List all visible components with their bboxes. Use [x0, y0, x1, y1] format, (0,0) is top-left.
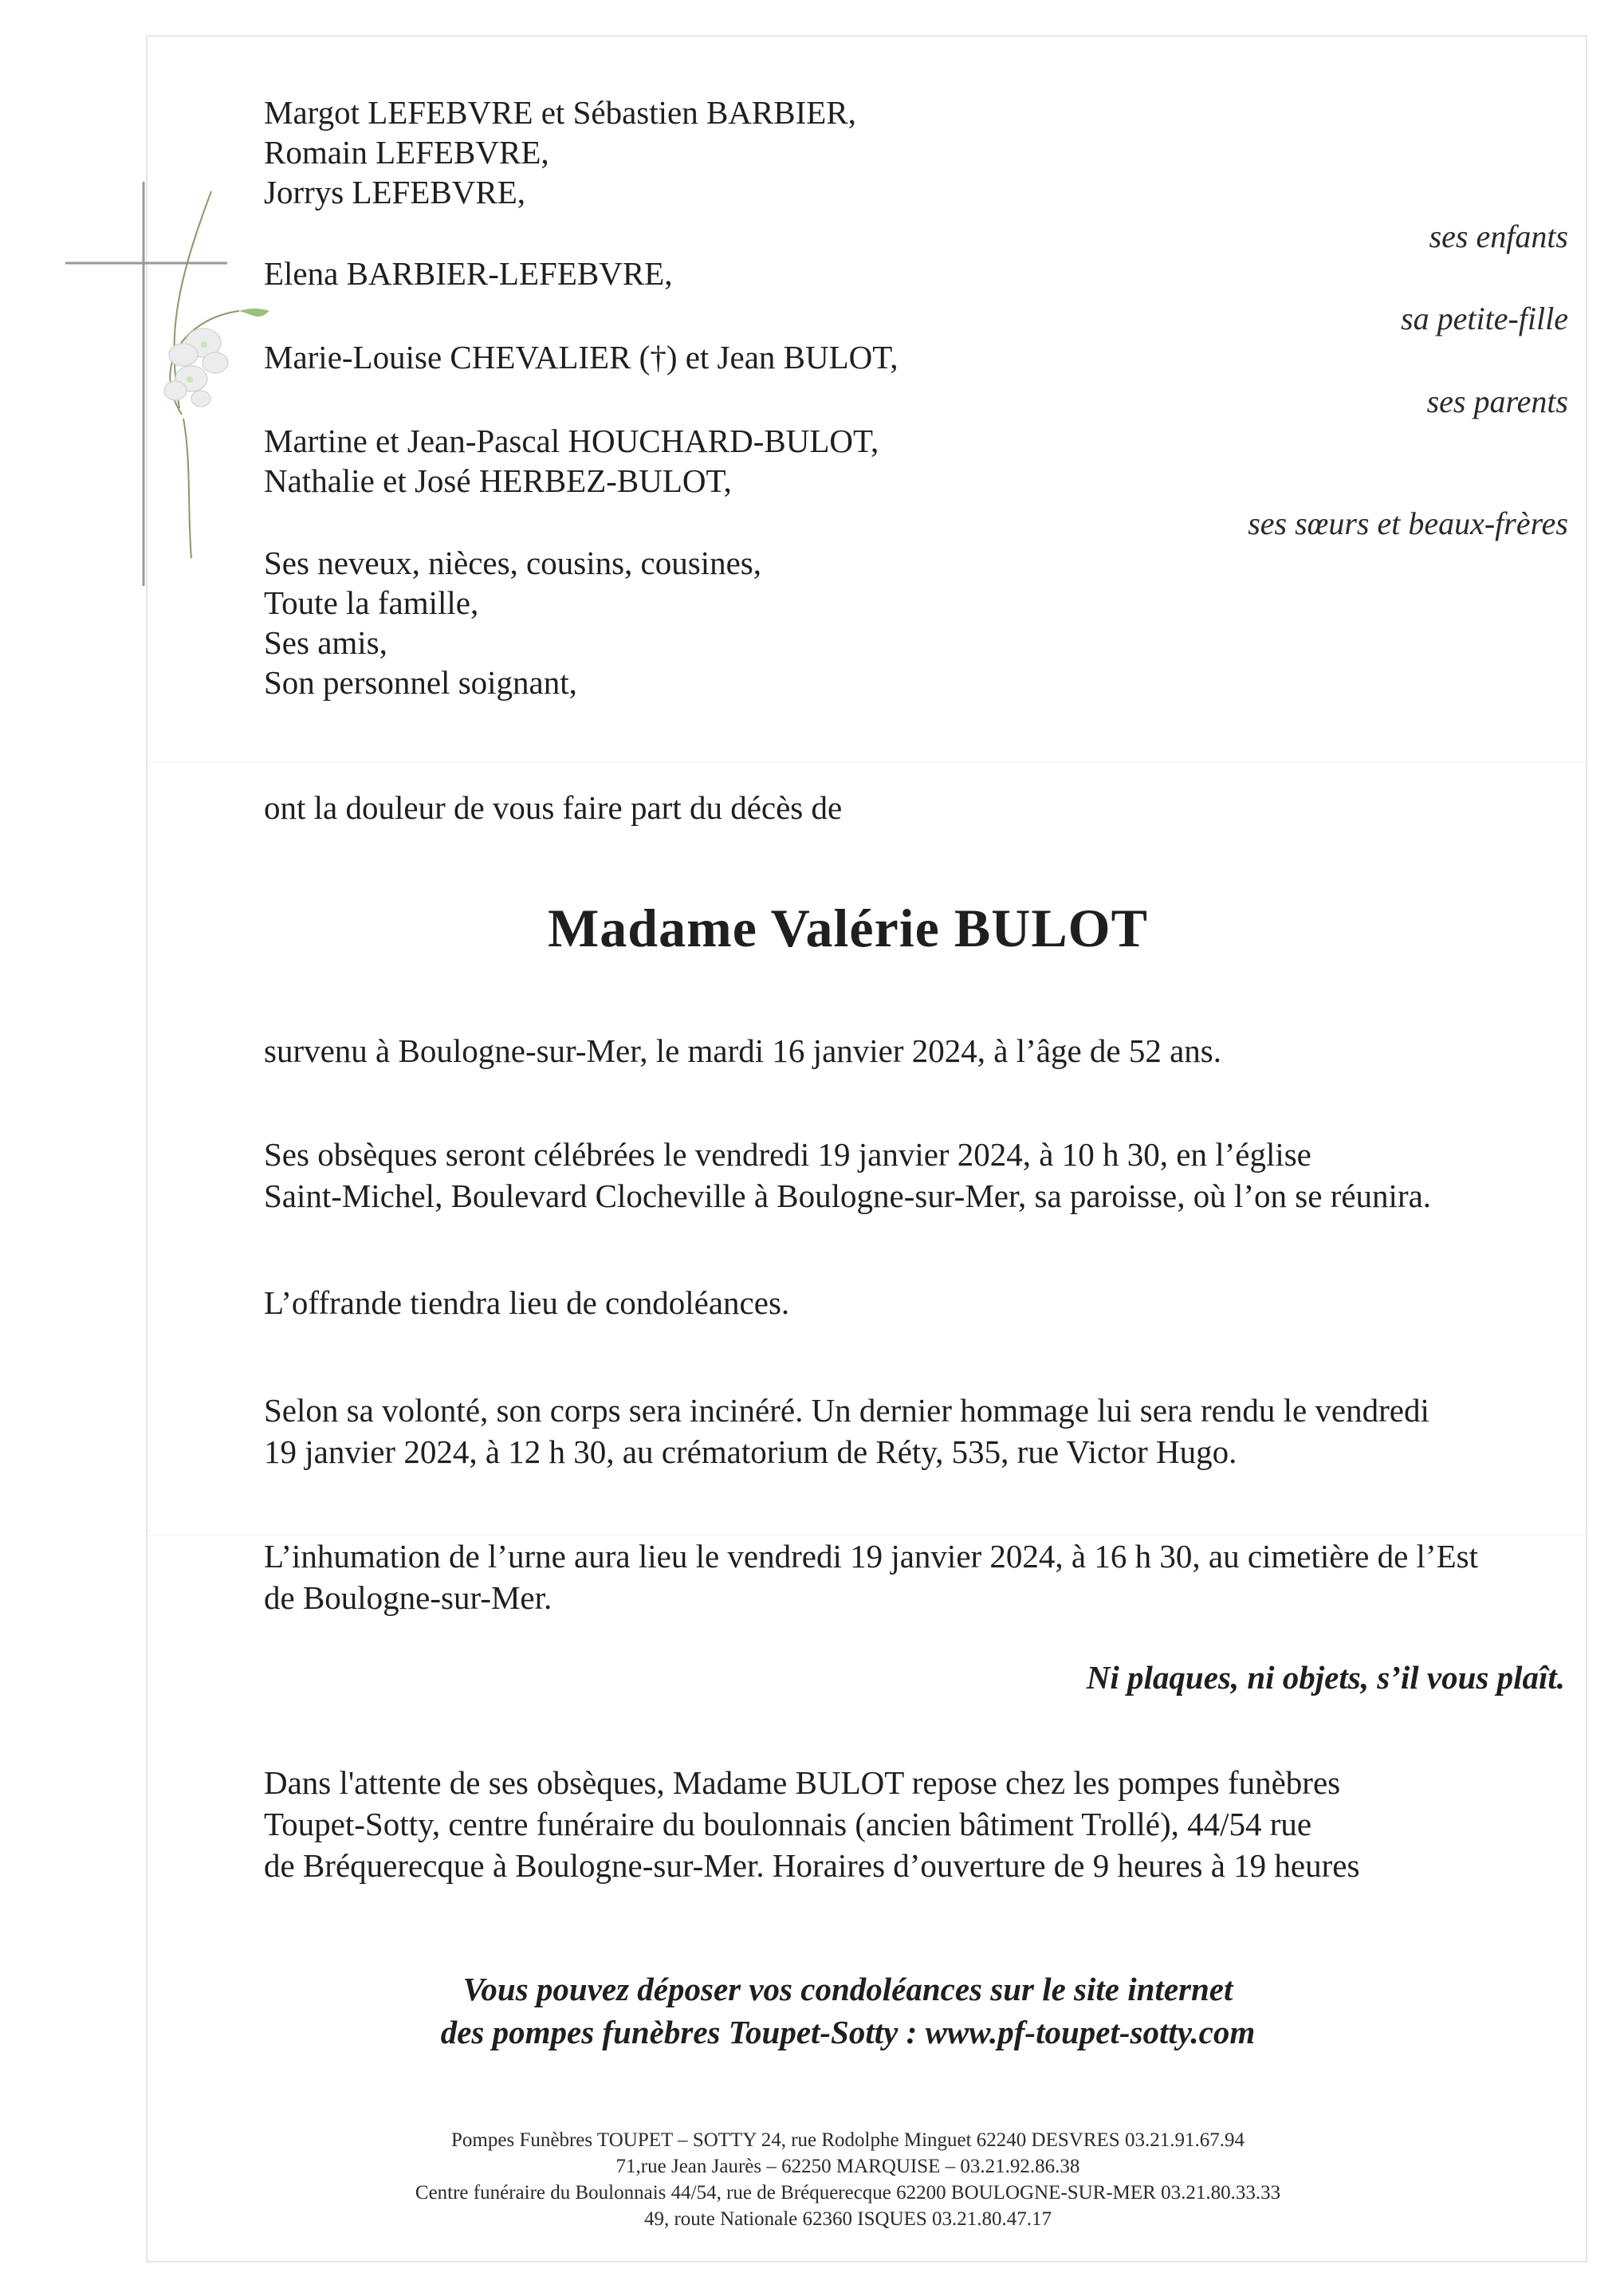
family-siblings-line: Martine et Jean-Pascal HOUCHARD-BULOT,: [264, 423, 879, 459]
condolences-line: Vous pouvez déposer vos condoléances sur le site internet: [462, 1971, 1233, 2007]
footer-line: Centre funéraire du Boulonnais 44/54, rue de Bréquerecque 62200 BOULOGNE-SUR-MER 03.21.80.33.33: [415, 2182, 1281, 2204]
family-children-line: Margot LEFEBVRE et Sébastien BARBIER,: [264, 94, 856, 131]
family-parents-line: Marie-Louise CHEVALIER (†) et Jean BULOT,: [264, 339, 899, 375]
condolences-line: des pompes funèbres Toupet-Sotty : www.pf-toupet-sotty.com: [440, 2014, 1256, 2050]
family-granddaughter-line: Elena BARBIER-LEFEBVRE,: [264, 255, 673, 292]
funeral-line: Ses obsèques seront célébrées le vendredi 19 janvier 2024, à 10 h 30, en l’église: [264, 1136, 1311, 1173]
cross-orchid-icon: [56, 175, 295, 590]
cremation-line: 19 janvier 2024, à 12 h 30, au crématorium de Réty, 535, rue Victor Hugo.: [264, 1433, 1237, 1470]
condolences-notice: [0, 1968, 1624, 2054]
children-relation-label: ses enfants: [1429, 218, 1568, 254]
footer-line: Pompes Funèbres TOUPET – SOTTY 24, rue Rodolphe Minguet 62240 DESVRES 03.21.91.67.94: [451, 2129, 1245, 2151]
family-children-line: Romain LEFEBVRE,: [264, 134, 549, 171]
cremation-paragraph: [264, 1390, 1539, 1472]
fold-line: [147, 761, 1586, 762]
flowers-wish: Ni plaques, ni objets, s’il vous plaît.: [1086, 1659, 1565, 1696]
funeral-paragraph: [264, 1134, 1539, 1217]
rest-line: Dans l'attente de ses obsèques, Madame BULOT repose chez les pompes funèbres: [264, 1764, 1341, 1801]
burial-line: L’inhumation de l’urne aura lieu le vendredi 19 janvier 2024, à 16 h 30, au cimetière de l’Est: [264, 1538, 1478, 1575]
family-children-line: Jorrys LEFEBVRE,: [264, 174, 525, 210]
rest-paragraph: [264, 1762, 1539, 1886]
footer-line: 49, route Nationale 62360 ISQUES 03.21.80.47.17: [643, 2208, 1052, 2230]
family-siblings-line: Nathalie et José HERBEZ-BULOT,: [264, 462, 732, 499]
funeral-home-footer: [0, 2127, 1624, 2232]
granddaughter-relation-label: sa petite-fille: [1401, 301, 1568, 336]
death-info: [264, 1030, 1539, 1071]
family-others-line: Ses amis,: [264, 624, 387, 661]
cremation-line: Selon sa volonté, son corps sera incinéré. Un dernier hommage lui sera rendu le vendredi: [264, 1392, 1429, 1429]
death-info-line: survenu à Boulogne-sur-Mer, le mardi 16 janvier 2024, à l’âge de 52 ans.: [264, 1032, 1221, 1069]
parents-relation-label: ses parents: [1426, 383, 1568, 419]
family-others-line: Toute la famille,: [264, 584, 479, 621]
family-others-line: Ses neveux, nièces, cousins, cousines,: [264, 545, 761, 581]
rest-line: Toupet-Sotty, centre funéraire du boulonnais (ancien bâtiment Trollé), 44/54 rue: [264, 1806, 1312, 1842]
burial-line: de Boulogne-sur-Mer.: [264, 1579, 552, 1616]
funeral-line: Saint-Michel, Boulevard Clocheville à Boulogne-sur-Mer, sa paroisse, où l’on se réunira.: [264, 1177, 1432, 1214]
family-others-line: Son personnel soignant,: [264, 664, 577, 701]
burial-paragraph: [264, 1535, 1539, 1618]
offering-line: L’offrande tiendra lieu de condoléances.: [264, 1284, 790, 1321]
footer-line: 71,rue Jean Jaurès – 62250 MARQUISE – 03.21.92.86.38: [615, 2156, 1080, 2177]
deceased-name: Madame Valérie BULOT: [548, 898, 1148, 958]
announcement-text: ont la douleur de vous faire part du décès de: [264, 789, 843, 826]
offering-paragraph: [264, 1282, 1539, 1323]
rest-line: de Bréquerecque à Boulogne-sur-Mer. Horaires d’ouverture de 9 heures à 19 heures: [264, 1847, 1360, 1884]
siblings-relation-label: ses sœurs et beaux-frères: [1248, 505, 1568, 541]
